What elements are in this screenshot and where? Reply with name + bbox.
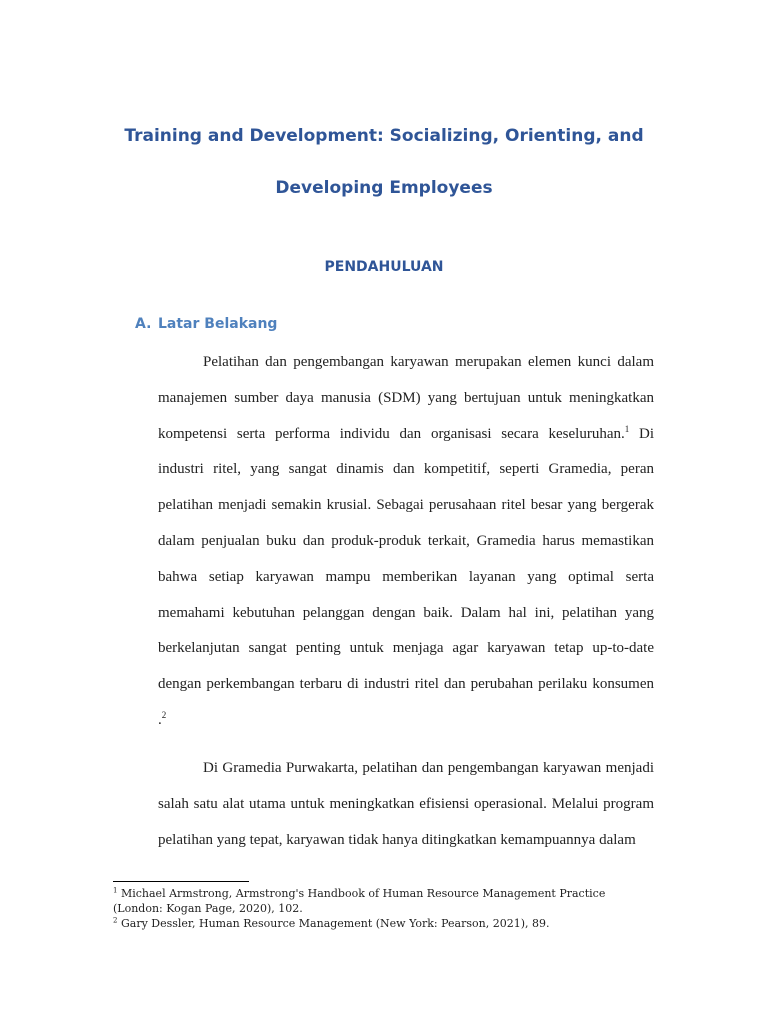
footnote-reference[interactable]: 2 <box>161 709 167 720</box>
document-title-line-1: Training and Development: Socializing, Orienting, and <box>124 126 644 146</box>
footnote-text: Gary Dessler, Human Resource Management (New York: Pearson, 2021), 89. <box>120 917 550 930</box>
section-heading: PENDAHULUAN <box>324 259 444 275</box>
footnote-text: Michael Armstrong, Armstrong's Handbook of Human Resource Management Practice (London: Kogan Page, 2020), 102. <box>113 887 606 915</box>
footnote-number: 1 <box>113 886 118 895</box>
footnote <box>113 886 658 916</box>
footnotes <box>113 886 658 931</box>
paragraph-text: Di industri ritel, yang sangat dinamis dan kompetitif, seperti Gramedia, peran pelatihan menjadi semakin krusial. Sebagai perusahaan ritel besar yang bergerak dalam penjualan buku dan produk-produk terkait, Gramedia harus memastikan bahwa setiap karyawan mampu memberikan layanan yang optimal serta memahami kebutuhan pelanggan dengan baik. Dalam hal ini, pelatihan yang berkelanjutan sangat penting untuk menjaga agar karyawan tetap up-to-date dengan perkembangan terbaru di industri ritel dan perubahan perilaku konsumen . <box>158 425 655 728</box>
footnote-number: 2 <box>113 916 118 925</box>
footnote <box>113 916 658 931</box>
footnote-separator <box>113 881 249 882</box>
subsection-label: Latar Belakang <box>158 316 278 332</box>
paragraph <box>158 345 654 739</box>
document-title-line-2: Developing Employees <box>275 178 493 198</box>
subsection-marker: A. <box>135 316 152 332</box>
paragraph-text: Pelatihan dan pengembangan karyawan merupakan elemen kunci dalam manajemen sumber daya manusia (SDM) yang bertujuan untuk meningkatkan kompetensi serta performa individu dan organisasi secara keseluruhan. <box>158 354 654 442</box>
paragraph: Di Gramedia Purwakarta, pelatihan dan pengembangan karyawan menjadi salah satu alat utama untuk meningkatkan efisiensi operasional. Melalui program pelatihan yang tepat, karyawan tidak hanya ditingkatkan kemampuannya dalam <box>158 760 654 848</box>
subsection-heading <box>135 315 277 333</box>
footnote-reference[interactable]: 1 <box>624 423 630 434</box>
